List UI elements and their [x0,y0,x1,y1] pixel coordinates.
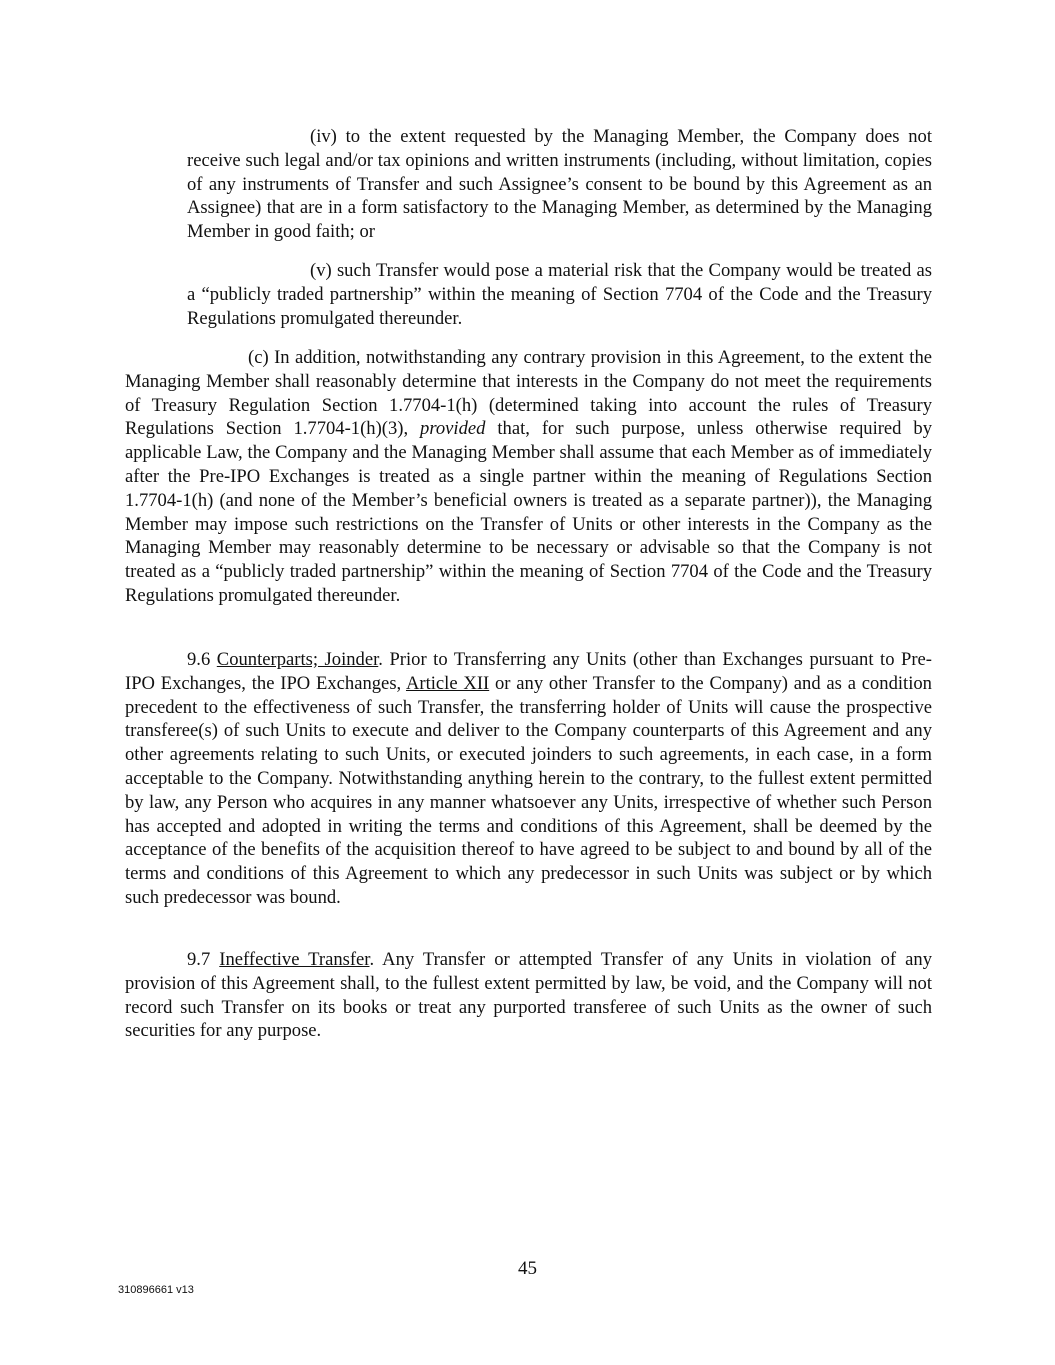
article-xii-link[interactable]: Article XII [405,672,490,694]
clause-c-text-a: (c) In addition, notwithstanding any contrary provision in this Agreement, to the extent the Managing Member shall reasonably determine that interests in the Company do not meet the requirements of Treasury Regulation Section 1.7704-1(h) (determined taking into account the rules of Treasury Regulations Section 1.7704-1(h)(3), [125,347,932,440]
clause-v-text: (v) such Transfer would pose a material risk that the Company would be treated as a “publicly traded partnership” within the meaning of Section 7704 of the Code and the Treasury Regulations promulgated thereunder. [187,260,932,329]
clause-c [125,346,932,608]
clause-c-text-b: that, for such purpose, unless otherwise required by applicable Law, the Company and the Managing Member shall assume that each Member as of immediately after the Pre-IPO Exchanges is treated as a single partner within the meaning of Regulations Section 1.7704-1(h) (and none of the Member’s beneficial owners is treated as a separate partner)), the Managing Member may impose such restrictions on the Transfer of Units or other interests in the Company as the Managing Member may reasonably determine to be necessary or advisable so that the Company is not treated as a “publicly traded partnership” within the meaning of Section 7704 of the Code and the Treasury Regulations promulgated thereunder. [125,418,932,606]
section-9-6-text-a: . Prior to Transferring any Units (other than Exchanges pursuant to Pre-IPO Exchanges, the IPO Exchanges, [125,649,933,694]
document-id: 310896661 v13 [118,1284,194,1296]
clause-iv [187,125,932,244]
clause-v [187,259,932,330]
section-9-7-number: 9.7 [187,949,220,970]
clause-iv-text: (iv) to the extent requested by the Managing Member, the Company does not receive such legal and/or tax opinions and written instruments (including, without limitation, copies of any instruments of Transfer and such Assignee’s consent to be bound by this Agreement as an Assignee) that are in a form satisfactory to the Managing Member, as determined by the Managing Member in good faith; or [187,126,932,243]
clause-c-italic: provided [420,418,486,440]
section-9-7 [125,948,932,1043]
section-9-6-text-b: or any other Transfer to the Company) and as a condition precedent to the effectiveness of such Transfer, the transferring holder of Units will cause the prospective transferee(s) of such Units to execute and deliver to the Company counterparts of this Agreement and any other agreements relating to such Units, or executed joinders to such agreements, in each case, in a form acceptable to the Company. Notwithstanding anything herein to the contrary, to the fullest extent permitted by law, any Person who acquires in any manner whatsoever any Units, irrespective of whether such Person has accepted and adopted in writing the terms and conditions of this Agreement, shall be deemed by the acceptance of the benefits of the acquisition thereof to have agreed to be subject to and bound by all of the terms and conditions of this Agreement to which any predecessor in such Units was subject or by which such predecessor was bound. [125,672,932,908]
page-number: 45 [518,1258,537,1279]
section-9-7-text: . Any Transfer or attempted Transfer of any Units in violation of any provision of this Agreement shall, to the fullest extent permitted by law, be void, and the Company will not record such Transfer on its books or treat any purported transferee of such Units as the owner of such securities for any purpose. [125,949,932,1042]
section-9-6-heading: Counterparts; Joinder [216,649,379,670]
section-9-6 [125,648,932,910]
section-9-7-heading: Ineffective Transfer [219,949,370,970]
section-9-6-number: 9.6 [187,649,217,670]
